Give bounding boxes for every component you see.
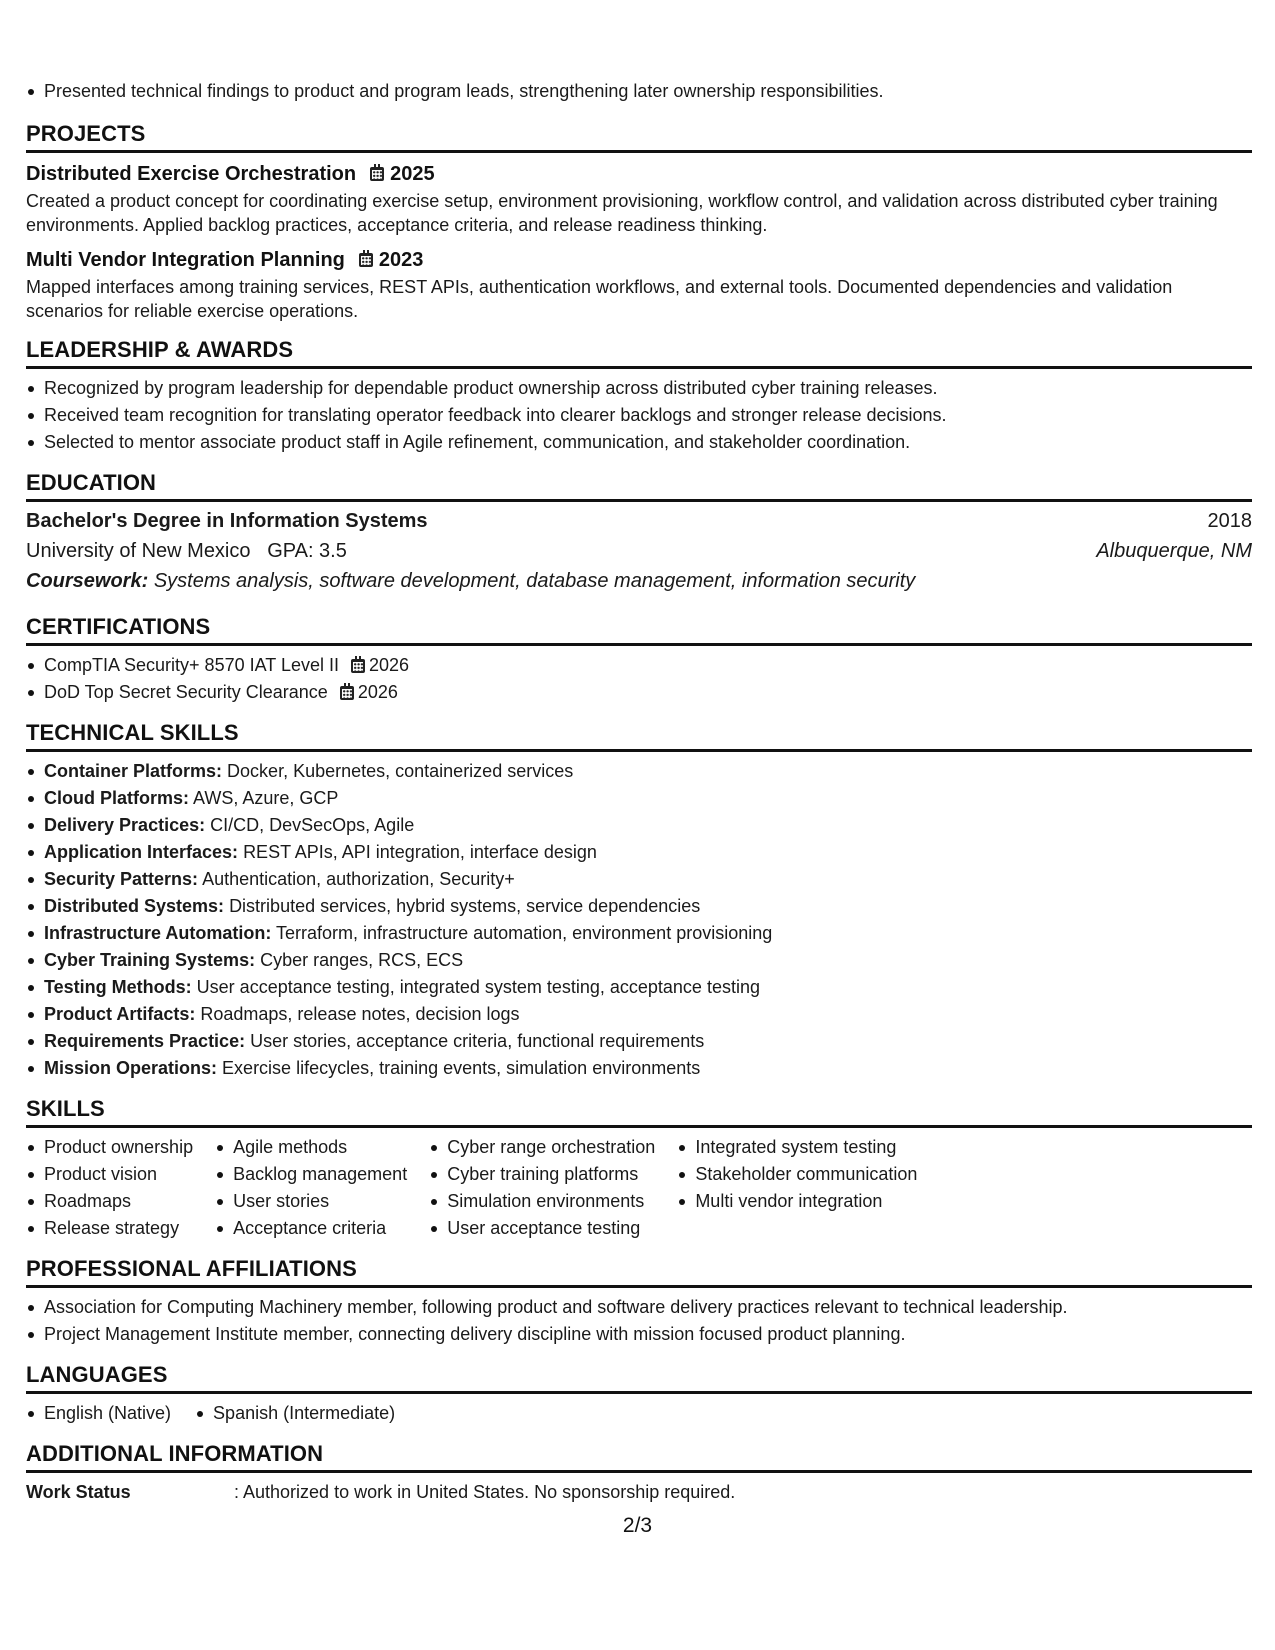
work-status-label: Work Status — [26, 1482, 131, 1502]
list-item: Association for Computing Machinery member, following product and software delivery practices relevant to technical leadership. — [26, 1294, 1252, 1321]
list-item: Cloud Platforms: AWS, Azure, GCP — [26, 785, 1252, 812]
page-number: 2/3 — [622, 1514, 653, 1537]
section-title: PROFESSIONAL AFFILIATIONS — [26, 1256, 1252, 1288]
technical-skills-list — [26, 758, 1252, 1082]
graduation-year: 2018 — [1207, 510, 1252, 532]
languages-section — [26, 1362, 1252, 1427]
skills-column — [215, 1134, 407, 1242]
project-year: 2023 — [378, 249, 424, 271]
degree: Bachelor's Degree in Information Systems — [26, 510, 428, 532]
list-item: Cyber Training Systems: Cyber ranges, RCS, ECS — [26, 947, 1252, 974]
list-item: Acceptance criteria — [215, 1215, 407, 1242]
list-item: Selected to mentor associate product staff in Agile refinement, communication, and stakeholder coordination. — [26, 429, 1252, 456]
school-name: University of New Mexico — [26, 540, 251, 562]
section-title: PROJECTS — [26, 121, 1252, 153]
skills-column — [26, 1134, 193, 1242]
list-item: Container Platforms: Docker, Kubernetes, containerized services — [26, 758, 1252, 785]
section-title: CERTIFICATIONS — [26, 614, 1252, 646]
list-item: Mission Operations: Exercise lifecycles, training events, simulation environments — [26, 1055, 1252, 1082]
section-title: ADDITIONAL INFORMATION — [26, 1441, 1252, 1473]
skills-section — [26, 1096, 1252, 1242]
certifications-section — [26, 614, 1252, 706]
project-name: Distributed Exercise Orchestration — [26, 163, 357, 185]
list-item: Simulation environments — [429, 1188, 655, 1215]
list-item: Product Artifacts: Roadmaps, release notes, decision logs — [26, 1001, 1252, 1028]
experience-continued-list — [26, 78, 1252, 105]
list-item: Product vision — [26, 1161, 193, 1188]
education-section — [26, 470, 1252, 596]
project-item — [26, 159, 1252, 237]
list-item: Infrastructure Automation: Terraform, infrastructure automation, environment provisioning — [26, 920, 1252, 947]
list-item — [26, 652, 1252, 679]
calendar-icon — [370, 167, 384, 181]
section-title: TECHNICAL SKILLS — [26, 720, 1252, 752]
certification-name: DoD Top Secret Security Clearance — [44, 682, 328, 702]
list-item: Recognized by program leadership for dependable product ownership across distributed cyber training releases. — [26, 375, 1252, 402]
projects-section — [26, 121, 1252, 323]
list-item: Cyber training platforms — [429, 1161, 655, 1188]
list-item: Application Interfaces: REST APIs, API integration, interface design — [26, 839, 1252, 866]
project-year: 2025 — [390, 163, 435, 185]
skills-column — [677, 1134, 917, 1242]
coursework-value: Systems analysis, software development, database management, information security — [153, 570, 916, 592]
school-location: Albuquerque, NM — [1096, 540, 1252, 562]
project-name: Multi Vendor Integration Planning — [26, 249, 345, 271]
list-item: Presented technical findings to product and program leads, strengthening later ownership responsibilities. — [26, 78, 1252, 105]
list-item: Integrated system testing — [677, 1134, 917, 1161]
list-item: Multi vendor integration — [677, 1188, 917, 1215]
section-title: SKILLS — [26, 1096, 1252, 1128]
list-item: Product ownership — [26, 1134, 193, 1161]
calendar-icon — [340, 686, 354, 700]
list-item: Received team recognition for translating operator feedback into clearer backlogs and stronger release decisions. — [26, 402, 1252, 429]
resume-content — [26, 78, 1252, 1505]
list-item: English (Native) — [26, 1400, 171, 1427]
list-item — [26, 679, 1252, 706]
gpa: GPA: 3.5 — [267, 540, 347, 562]
list-item: Stakeholder communication — [677, 1161, 917, 1188]
work-status-value: : Authorized to work in United States. No sponsorship required. — [234, 1482, 736, 1502]
section-title: LEADERSHIP & AWARDS — [26, 337, 1252, 369]
calendar-icon — [359, 253, 373, 267]
project-description: Created a product concept for coordinating exercise setup, environment provisioning, workflow control, and validation across distributed cyber training environments. Applied backlog practices, acceptance criteria, and release readiness thinking. — [26, 191, 1218, 235]
list-item: Delivery Practices: CI/CD, DevSecOps, Agile — [26, 812, 1252, 839]
additional-info-section — [26, 1441, 1252, 1505]
skills-column — [429, 1134, 655, 1242]
list-item: Spanish (Intermediate) — [195, 1400, 395, 1427]
coursework-label: Coursework: — [26, 570, 149, 592]
list-item: Testing Methods: User acceptance testing, integrated system testing, acceptance testing — [26, 974, 1252, 1001]
list-item: Agile methods — [215, 1134, 407, 1161]
list-item: Distributed Systems: Distributed services, hybrid systems, service dependencies — [26, 893, 1252, 920]
list-item: Cyber range orchestration — [429, 1134, 655, 1161]
list-item: Roadmaps — [26, 1188, 193, 1215]
section-title: LANGUAGES — [26, 1362, 1252, 1394]
technical-skills-section — [26, 720, 1252, 1082]
list-item: Release strategy — [26, 1215, 193, 1242]
section-title: EDUCATION — [26, 470, 1252, 502]
certification-name: CompTIA Security+ 8570 IAT Level II — [44, 655, 339, 675]
certification-year: 2026 — [368, 655, 410, 675]
leadership-section — [26, 337, 1252, 456]
list-item: Security Patterns: Authentication, authorization, Security+ — [26, 866, 1252, 893]
affiliations-section — [26, 1256, 1252, 1348]
project-description: Mapped interfaces among training services, REST APIs, authentication workflows, and external tools. Documented dependencies and validation scenarios for reliable exercise operations. — [26, 277, 1173, 321]
list-item: User stories — [215, 1188, 407, 1215]
list-item: Project Management Institute member, connecting delivery discipline with mission focused product planning. — [26, 1321, 1252, 1348]
list-item: User acceptance testing — [429, 1215, 655, 1242]
project-item — [26, 245, 1252, 323]
coursework — [26, 566, 1252, 596]
calendar-icon — [351, 659, 365, 673]
list-item: Backlog management — [215, 1161, 407, 1188]
list-item: Requirements Practice: User stories, acceptance criteria, functional requirements — [26, 1028, 1252, 1055]
certification-year: 2026 — [357, 682, 398, 702]
